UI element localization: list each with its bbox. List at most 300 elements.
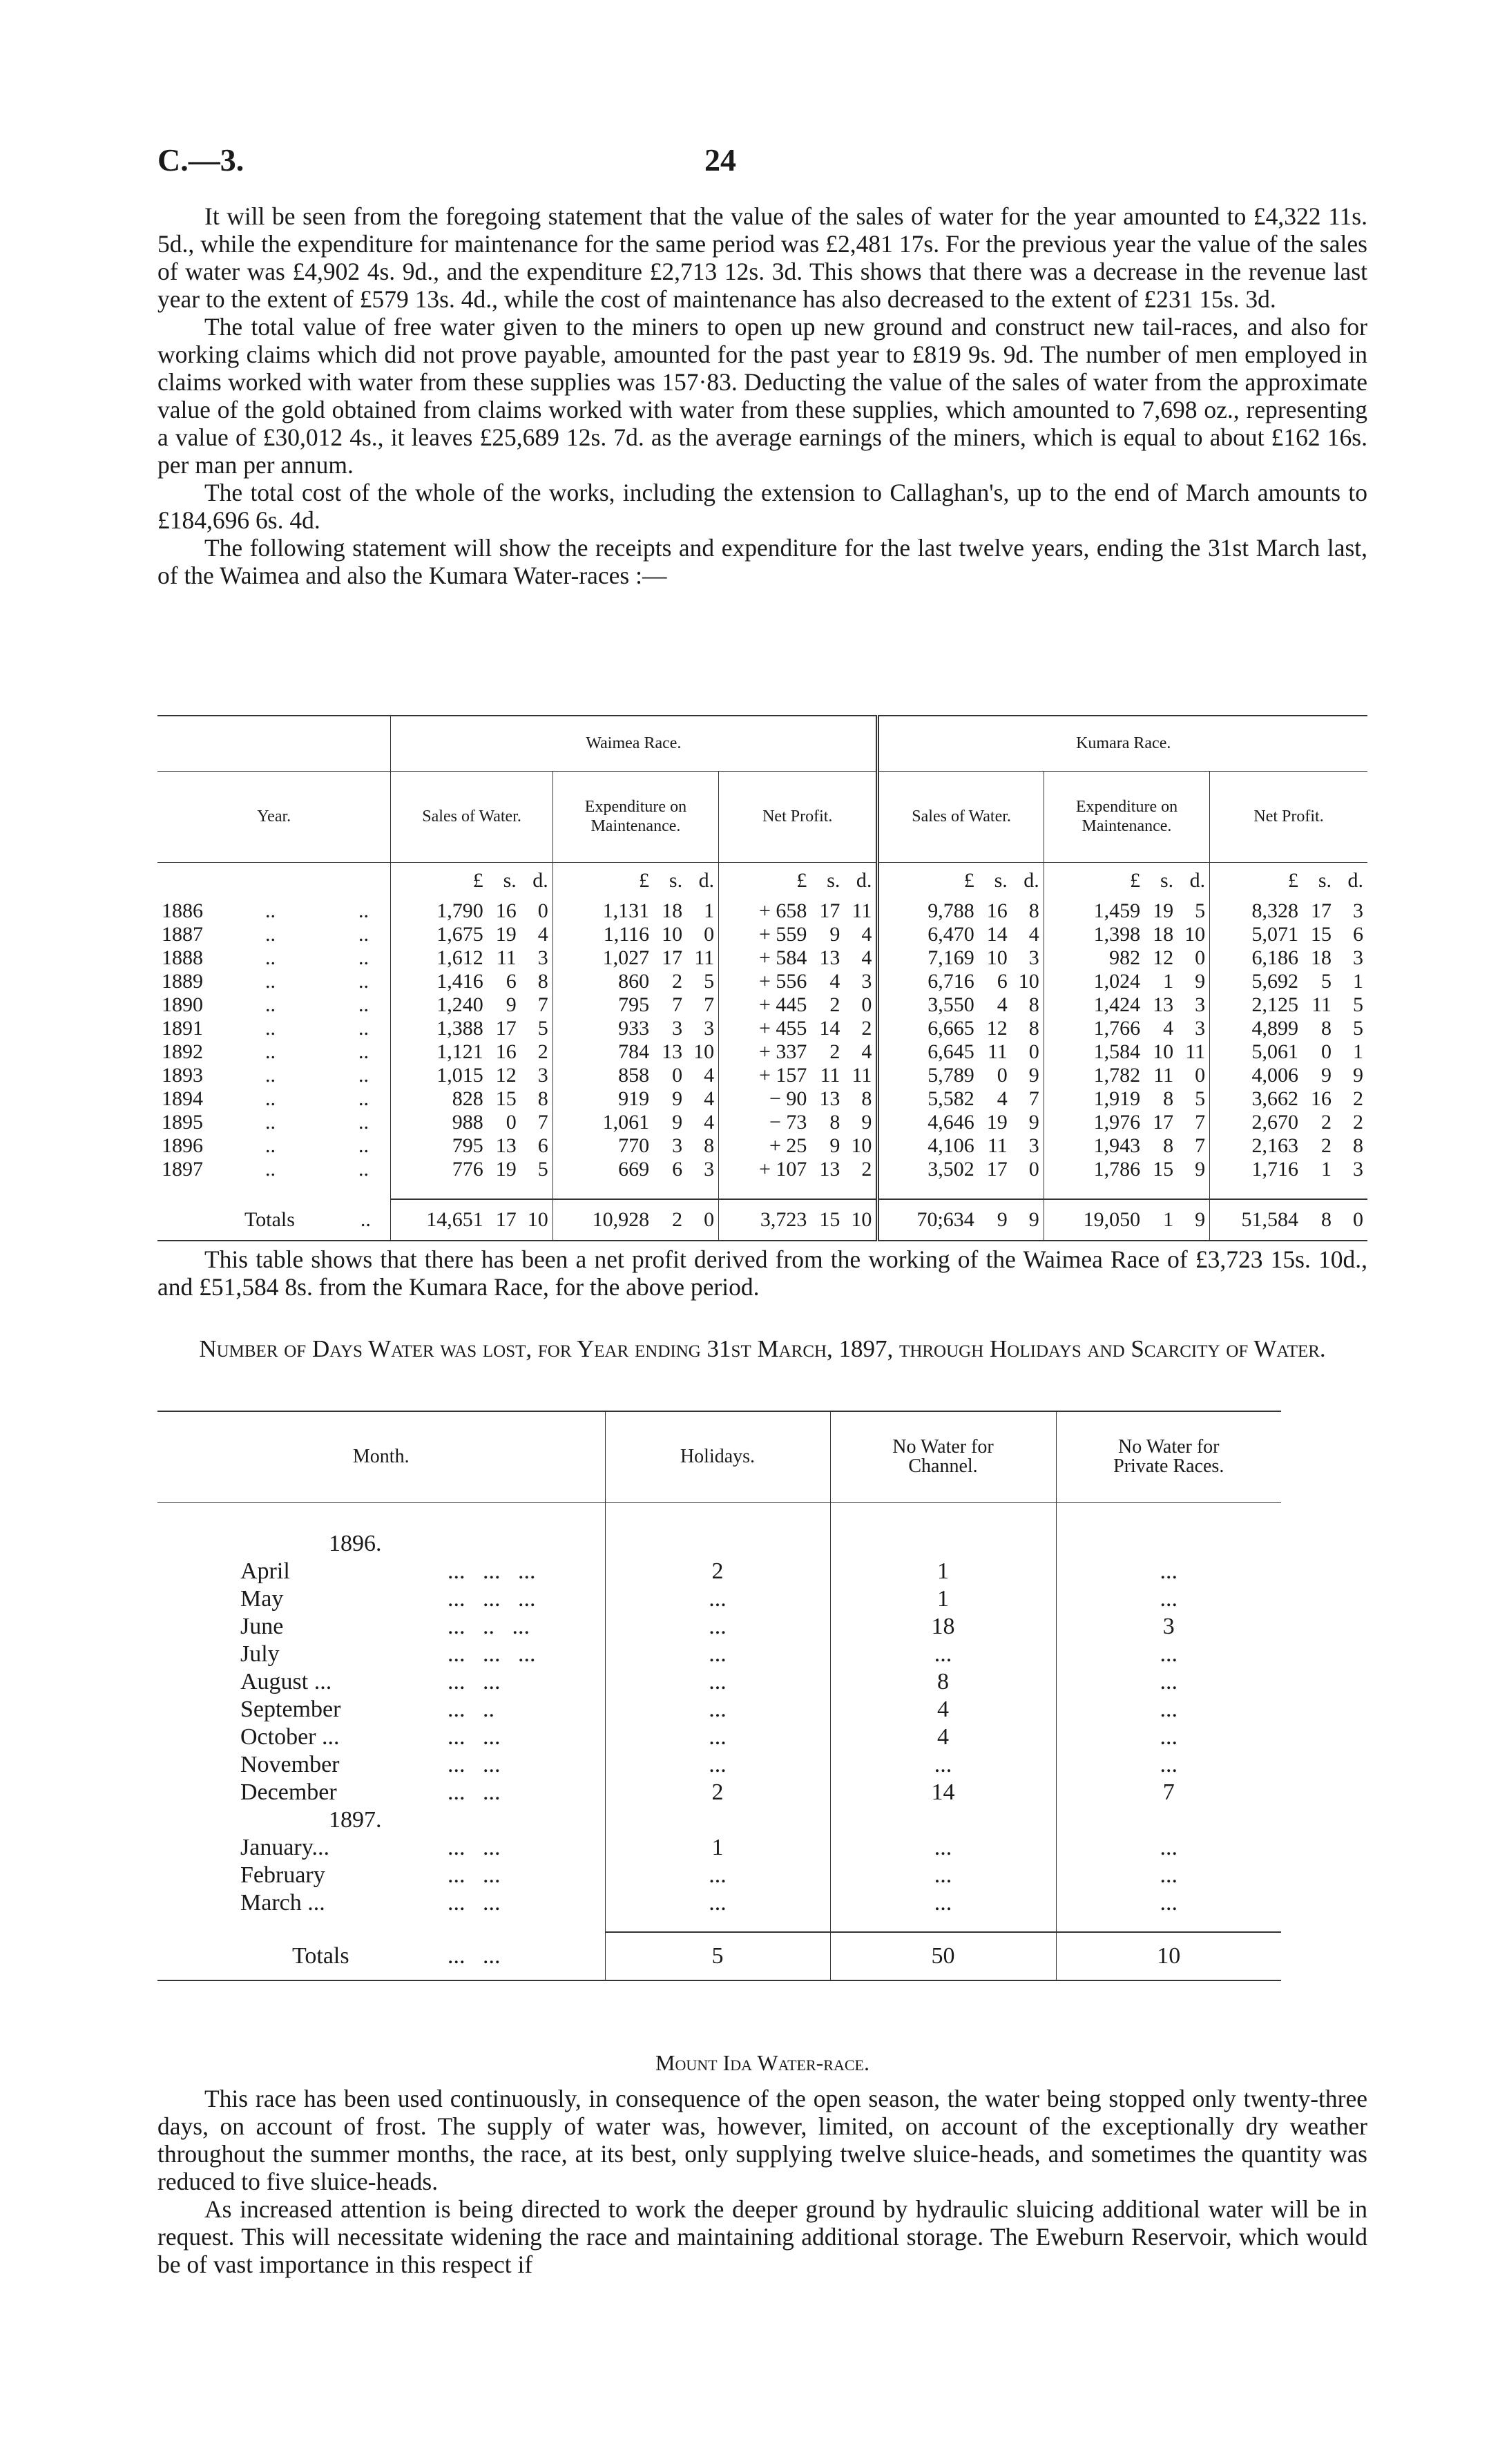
month: March ... [240,1890,325,1916]
leader-dots: .. [265,1017,276,1040]
pounds: 1,790 [436,899,483,922]
leader-dots: .. [265,1134,276,1157]
pence: 2 [861,1158,872,1181]
pounds: 6,645 [927,1040,974,1063]
pounds: + 559 [759,923,807,946]
pence: 2 [861,1017,872,1040]
shillings: 0 [997,1064,1008,1087]
pence: 8 [537,1087,548,1110]
shillings: 9 [997,1208,1008,1231]
month: April [240,1558,290,1584]
holidays-header: Holidays. [605,1411,830,1502]
w-net-header: Net Profit. [719,771,878,862]
pence: 7 [537,1111,548,1134]
leader-dots: .. [358,923,369,946]
table-row [157,923,1367,946]
private-races: ... [1056,1751,1281,1779]
pounds: 1,459 [1093,899,1141,922]
leader-dots: .. [358,970,369,993]
table-row [157,899,1367,923]
year: 1888 [162,946,203,969]
totals-row [157,1932,1281,1980]
shillings: 17 [495,1208,517,1231]
shillings: 17 [1153,1111,1174,1134]
pence: 0 [1028,1158,1039,1181]
shillings: 11 [1311,993,1332,1016]
shillings: 11 [987,1134,1008,1157]
kumara-race-header: Kumara Race. [878,716,1367,771]
pounds: 860 [618,970,650,993]
pence: 1 [704,899,715,922]
shillings: 4 [997,993,1008,1016]
pence: 11 [852,899,872,922]
shillings: 13 [495,1134,517,1157]
pounds: + 107 [759,1158,807,1181]
pence: 4 [704,1087,715,1110]
leader-dots: .. [265,993,276,1016]
private-races: ... [1056,1723,1281,1751]
pounds: 14,651 [426,1208,483,1231]
holidays: 1 [605,1834,830,1862]
shillings: 16 [986,899,1008,922]
shillings: 9 [672,1087,683,1110]
year: 1896 [162,1134,203,1157]
table-row [157,1111,1367,1134]
month: August ... [240,1669,332,1694]
pounds: 1,131 [602,899,650,922]
pence: 2 [1353,1087,1363,1110]
leader-dots: .. [265,899,276,922]
pence: 3 [1195,1017,1206,1040]
private-races-header: No Water for Private Races. [1056,1411,1281,1502]
shillings: 9 [672,1111,683,1134]
intro-text [157,202,1367,589]
table-row [157,1668,1281,1696]
pounds: 6,665 [927,1017,974,1040]
table-row [157,946,1367,970]
pounds: 7,169 [927,946,974,969]
pence: 8 [704,1134,715,1157]
pounds: 2,670 [1251,1111,1298,1134]
shillings: 17 [662,946,683,969]
shillings: 17 [986,1158,1008,1181]
pence: 3 [1353,1158,1363,1181]
private-races: ... [1056,1668,1281,1696]
pence: 4 [861,1040,872,1063]
pence: d. [856,869,872,892]
pence: 0 [1353,1208,1363,1231]
shillings: 12 [495,1064,517,1087]
holidays: ... [605,1613,830,1641]
shillings: 16 [1311,1087,1332,1110]
shillings: 19 [986,1111,1008,1134]
shillings: s. [1160,869,1174,892]
pence: 5 [537,1158,548,1181]
private-races: ... [1056,1558,1281,1585]
shillings: 13 [662,1040,683,1063]
holidays: ... [605,1668,830,1696]
pounds: £ [1288,869,1298,892]
private-races: ... [1056,1889,1281,1917]
shillings: 8 [829,1111,840,1134]
pounds: 3,662 [1251,1087,1298,1110]
channel: ... [830,1641,1056,1668]
pence: 7 [1028,1087,1039,1110]
shillings: 0 [1321,1040,1332,1063]
shillings: 10 [662,923,683,946]
totals-label: Totals [244,1207,295,1231]
shillings: 2 [1321,1111,1332,1134]
table-row [157,1064,1367,1087]
totals-label: Totals [292,1942,349,1969]
pence: 5 [1195,1087,1206,1110]
shillings: 9 [829,923,840,946]
pounds: + 584 [759,946,807,969]
pounds: 4,106 [927,1134,974,1157]
pounds: 1,121 [436,1040,483,1063]
shillings: 12 [986,1017,1008,1040]
paragraph: As increased attention is being directed to work the deeper ground by hydraulic sluicing additional water will be in request. This will necessitate widening the race and maintaining additional storage. The Eweburn Reservoir, which would be of vast importance in this respect if [157,2195,1367,2278]
pence: 9 [1353,1064,1363,1087]
leader-dots: ... .. ... [448,1614,530,1639]
shillings: 17 [819,899,840,922]
pounds: 5,692 [1251,970,1298,993]
pounds: 933 [618,1017,650,1040]
document-code: C.—3. [157,142,244,178]
shillings: 4 [1163,1017,1174,1040]
pounds: 784 [618,1040,650,1063]
shillings: 16 [495,899,517,922]
shillings: 11 [496,946,517,969]
pence: 9 [1195,970,1206,993]
year: 1894 [162,1087,203,1110]
table-row [157,1723,1281,1751]
pence: 5 [537,1017,548,1040]
leader-dots: .. [358,946,369,969]
shillings: 0 [672,1064,683,1087]
leader-dots: .. [358,1158,369,1181]
table-row [157,1558,1281,1585]
year: 1892 [162,1040,203,1063]
month: July [240,1641,280,1667]
pence: 11 [852,1064,872,1087]
leader-dots: .. [360,1207,371,1231]
pounds: 1,766 [1093,1017,1141,1040]
shillings: 2 [829,993,840,1016]
holidays-total: 5 [605,1932,830,1980]
shillings: 10 [1153,1040,1174,1063]
shillings: 1 [1163,1208,1174,1231]
year: 1893 [162,1064,203,1087]
pence: 7 [1195,1134,1206,1157]
shillings: 17 [1311,899,1332,922]
pounds: 770 [618,1134,650,1157]
table-row [157,1017,1367,1040]
table-row [157,1751,1281,1779]
table-row [157,970,1367,993]
pounds: 10,928 [592,1208,650,1231]
pounds: − 90 [769,1087,807,1110]
pence: 8 [1353,1134,1363,1157]
leader-dots: .. [265,923,276,946]
pounds: £ [1130,869,1141,892]
shillings: 18 [1311,946,1332,969]
pence: d. [1347,869,1363,892]
holidays: ... [605,1641,830,1668]
mount-ida-text [157,2085,1367,2278]
pence: 5 [1195,899,1206,922]
pence: 10 [1184,923,1206,946]
pence: 0 [704,923,715,946]
channel: 4 [830,1696,1056,1723]
private-races: 7 [1056,1779,1281,1806]
holidays: ... [605,1585,830,1613]
shillings: 13 [819,1087,840,1110]
pence: 3 [1028,946,1039,969]
pence: 8 [537,970,548,993]
month: November [240,1752,340,1777]
leader-dots: .. [358,1017,369,1040]
month: September [240,1697,341,1722]
leader-dots: .. [358,993,369,1016]
pounds: 1,943 [1093,1134,1141,1157]
pounds: 6,186 [1251,946,1298,969]
shillings: 19 [495,923,517,946]
shillings: 7 [672,993,683,1016]
pence: 6 [1353,923,1363,946]
shillings: 15 [819,1208,840,1231]
pence: 8 [1028,993,1039,1016]
pounds: 5,582 [927,1087,974,1110]
private-races: ... [1056,1585,1281,1613]
shillings: 9 [506,993,517,1016]
pounds: 5,061 [1251,1040,1298,1063]
holidays: ... [605,1862,830,1889]
pounds: 795 [618,993,650,1016]
profit-text [157,1245,1367,1301]
pounds: 4,646 [927,1111,974,1134]
shillings: 19 [495,1158,517,1181]
pence: 8 [861,1087,872,1110]
pounds: + 658 [759,899,807,922]
pounds: + 337 [759,1040,807,1063]
leader-dots: .. [358,1064,369,1087]
pounds: 1,240 [436,993,483,1016]
k-net-header: Net Profit. [1210,771,1367,862]
shillings: 6 [672,1158,683,1181]
pence: 10 [851,1134,872,1157]
pence: 9 [861,1111,872,1134]
pence: 3 [1195,993,1206,1016]
shillings: 3 [672,1017,683,1040]
leader-dots: ... ... ... [448,1641,536,1667]
w-expenditure-header: Expenditure on Maintenance. [552,771,718,862]
shillings: 10 [986,946,1008,969]
shillings: 14 [819,1017,840,1040]
pounds: 1,976 [1093,1111,1141,1134]
table-row [157,1779,1281,1806]
pounds: 5,071 [1251,923,1298,946]
pounds: 919 [618,1087,650,1110]
pounds: − 73 [769,1111,807,1134]
pounds: £ [639,869,650,892]
pence: 0 [704,1208,715,1231]
pounds: 70;634 [916,1208,974,1231]
pence: 3 [1028,1134,1039,1157]
shillings: 6 [506,970,517,993]
month-header: Month. [352,1446,410,1468]
pence: 4 [861,946,872,969]
table-row [157,1134,1367,1158]
month: December [240,1779,337,1805]
paragraph: This race has been used continuously, in consequence of the open season, the water being stopped only twenty-three days, on account of frost. The supply of water was, however, limited, on account of the exceptionally dry weather throughout the summer months, the race, at its best, only supplying twelve sluice-heads, and sometimes the quantity was reduced to five sluice-heads. [157,2085,1367,2195]
shillings: 13 [819,946,840,969]
leader-dots: ... ... [448,1669,501,1694]
leader-dots: .. [358,1111,369,1134]
pence: 4 [704,1064,715,1087]
pounds: + 157 [759,1064,807,1087]
shillings: 1 [1321,1158,1332,1181]
shillings: 2 [672,1208,683,1231]
pence: 0 [861,993,872,1016]
year: 1890 [162,993,203,1016]
shillings: 4 [997,1087,1008,1110]
table-row [157,1040,1367,1064]
shillings: 11 [820,1064,840,1087]
pounds: 1,416 [436,970,483,993]
shillings: 2 [672,970,683,993]
pounds: 982 [1109,946,1141,969]
channel: 8 [830,1668,1056,1696]
pounds: 795 [452,1134,483,1157]
table-row [157,1585,1281,1613]
leader-dots: ... ... [448,1835,501,1860]
pence: 4 [537,923,548,946]
totals-row [157,1199,1367,1241]
pence: d. [1023,869,1039,892]
shillings: 8 [1321,1208,1332,1231]
private-races: ... [1056,1641,1281,1668]
leader-dots: ... ... [448,1942,501,1969]
pence: 9 [1028,1111,1039,1134]
shillings: 15 [1311,923,1332,946]
leader-dots: .. [358,1087,369,1110]
w-sales-header: Sales of Water. [391,771,552,862]
pence: 0 [537,899,548,922]
pounds: 858 [618,1064,650,1087]
holidays: 2 [605,1558,830,1585]
shillings: 14 [986,923,1008,946]
paragraph: It will be seen from the foregoing statement that the value of the sales of water for the year amounted to £4,322 11s. 5d., while the expenditure for maintenance for the same period was £2,481 17s. For the previous year the value of the sales of water was £4,902 4s. 9d., and the expenditure £2,713 12s. 3d. This shows that there was a decrease in the revenue last year to the extent of £579 13s. 4d., while the cost of maintenance has also decreased to the extent of £231 15s. 3d. [157,202,1367,313]
leader-dots: .. [265,946,276,969]
shillings: 18 [1153,923,1174,946]
pounds: 1,116 [603,923,650,946]
pence: 9 [1195,1208,1206,1231]
leader-dots: ... ... ... [448,1558,536,1584]
leader-dots: .. [265,1087,276,1110]
pounds: 5,789 [927,1064,974,1087]
pounds: 6,470 [927,923,974,946]
days-lost-title: Number of Days Water was lost, for Year ending 31st March, 1897, through Holidays and Scarcity of Water. [199,1335,1326,1362]
leader-dots: .. [358,899,369,922]
shillings: 6 [997,970,1008,993]
pence: 5 [704,970,715,993]
table-row [157,1641,1281,1668]
pence: 7 [1195,1111,1206,1134]
pounds: 2,125 [1251,993,1298,1016]
pence: 4 [704,1111,715,1134]
pence: 0 [1195,1064,1206,1087]
holidays: ... [605,1751,830,1779]
shillings: 3 [672,1134,683,1157]
channel: ... [830,1862,1056,1889]
shillings: 9 [829,1134,840,1157]
pence: 7 [537,993,548,1016]
shillings: 13 [1153,993,1174,1016]
channel: ... [830,1834,1056,1862]
channel: 1 [830,1558,1056,1585]
year: 1895 [162,1111,203,1134]
page-number: 24 [704,142,736,178]
waimea-race-header: Waimea Race. [391,716,878,771]
pounds: 1,786 [1093,1158,1141,1181]
shillings: 9 [1321,1064,1332,1087]
pence: 2 [1353,1111,1363,1134]
paragraph: The total cost of the whole of the works, including the extension to Callaghan's, up to the end of March amounts to £184,696 6s. 4d. [157,479,1367,534]
pounds: 1,024 [1093,970,1141,993]
channel: 1 [830,1585,1056,1613]
table-row [157,1158,1367,1181]
month: February [240,1862,325,1888]
shillings: 1 [1163,970,1174,993]
year: 1891 [162,1017,203,1040]
pounds: + 25 [769,1134,807,1157]
pence: d. [1189,869,1206,892]
year-label: 1896. [329,1531,382,1556]
pounds: 9,788 [927,899,974,922]
shillings: 16 [495,1040,517,1063]
leader-dots: ... ... [448,1862,501,1888]
pounds: 1,675 [436,923,483,946]
pounds: 1,716 [1251,1158,1298,1181]
pounds: + 445 [759,993,807,1016]
leader-dots: .. [265,970,276,993]
pounds: 1,061 [602,1111,650,1134]
year-header: Year. [257,808,291,825]
pence: 8 [1028,1017,1039,1040]
month: June [240,1614,284,1639]
pounds: 4,899 [1251,1017,1298,1040]
year: 1887 [162,923,203,946]
pounds: £ [963,869,974,892]
pence: 8 [1028,899,1039,922]
pence: 6 [537,1134,548,1157]
shillings: 8 [1321,1017,1332,1040]
shillings: 15 [495,1087,517,1110]
private-races: 3 [1056,1613,1281,1641]
private-races: ... [1056,1862,1281,1889]
pounds: 669 [618,1158,650,1181]
pounds: 3,550 [927,993,974,1016]
leader-dots: ... ... ... [448,1586,536,1612]
shillings: 2 [829,1040,840,1063]
pence: 10 [1018,970,1039,993]
pence: 1 [1353,1040,1363,1063]
pence: 4 [1028,923,1039,946]
shillings: s. [994,869,1008,892]
year-label: 1897. [329,1807,382,1833]
table-row [157,1613,1281,1641]
